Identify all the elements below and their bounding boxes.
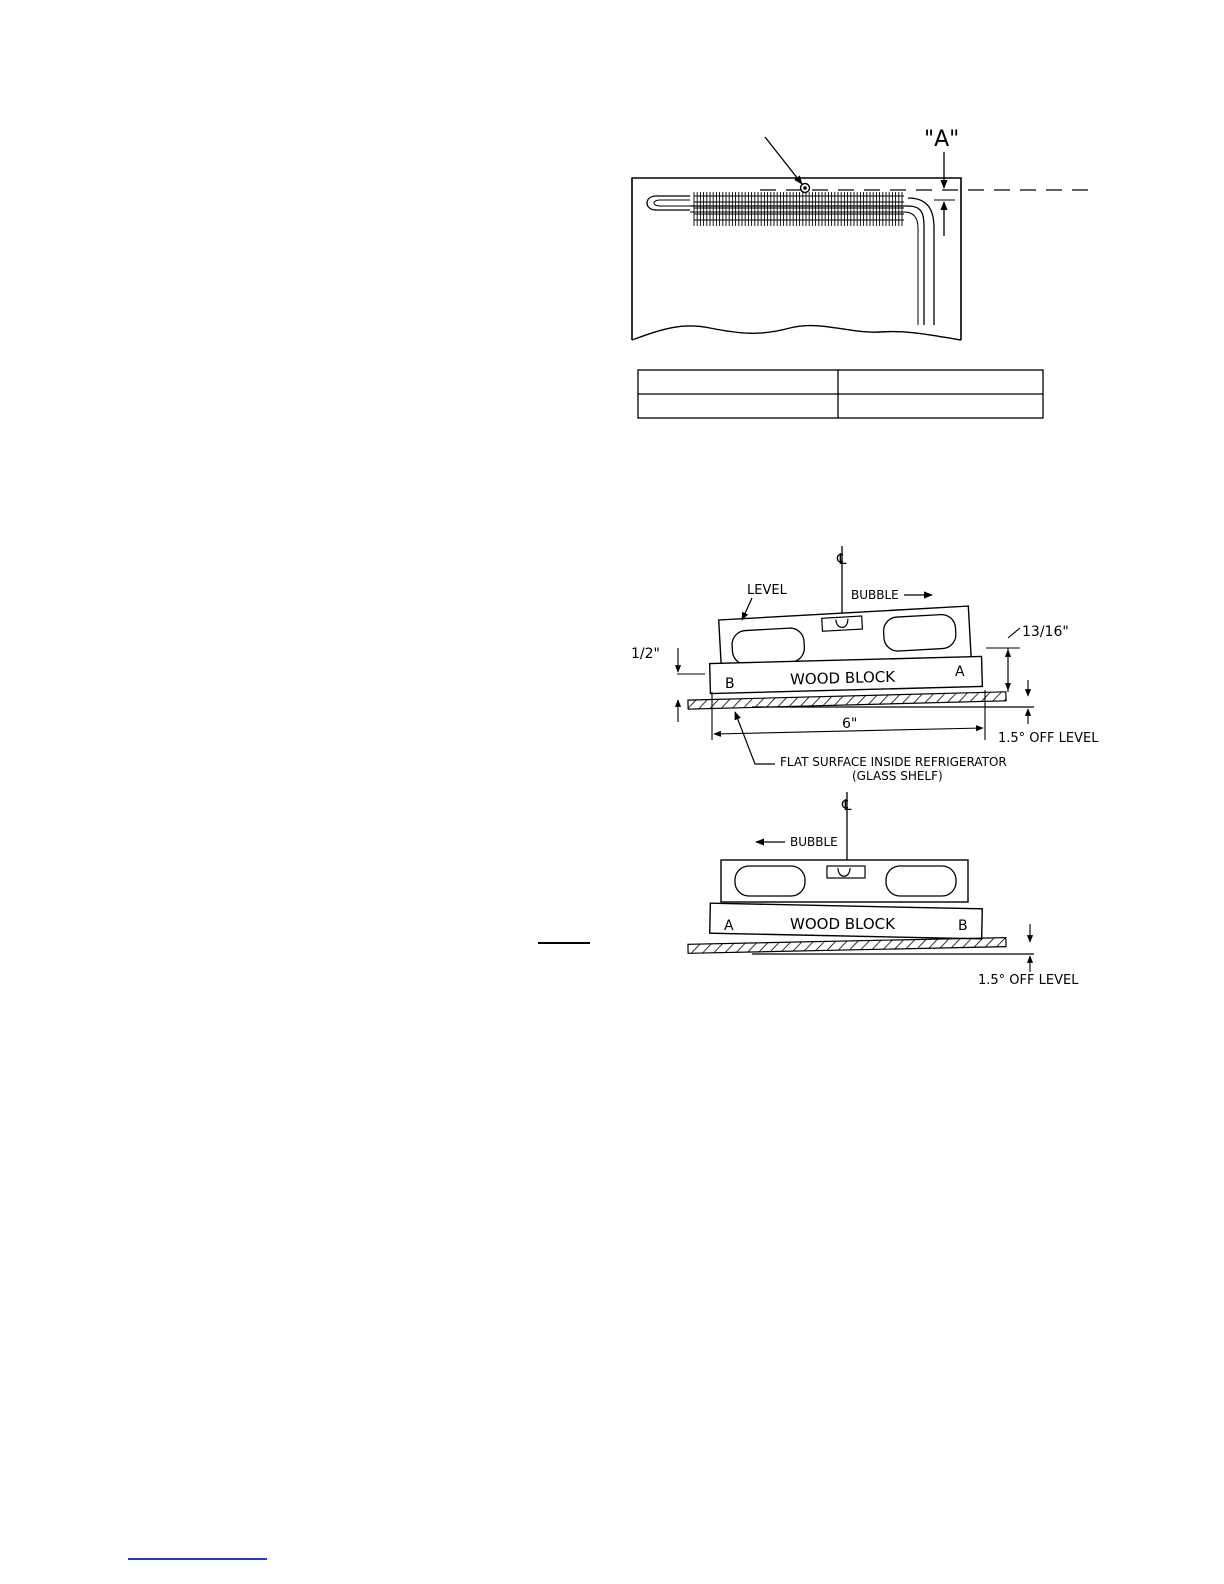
- glass-shelf-2: [688, 938, 1006, 954]
- surface-note-line2: (GLASS SHELF): [852, 769, 943, 783]
- wood-block-label-1: WOOD BLOCK: [789, 667, 896, 689]
- level-figure-1: [631, 546, 1099, 783]
- off-level-label-1: 1.5° OFF LEVEL: [998, 731, 1099, 746]
- off-level-label-2: 1.5° OFF LEVEL: [978, 973, 1079, 988]
- spec-table: [638, 370, 1043, 418]
- sensor-leader-arrow: [765, 137, 802, 184]
- level-figure-2: [688, 792, 1079, 988]
- footer-link-underline[interactable]: [128, 1558, 267, 1560]
- text-underline-rule: [538, 942, 590, 944]
- wood-block-label-2: WOOD BLOCK: [790, 915, 895, 933]
- evaporator-figure: [632, 127, 1096, 340]
- level-tool-2: [721, 860, 968, 902]
- bubble-label-1: BUBBLE: [851, 588, 899, 602]
- dimension-half-inch: 1/2": [631, 646, 660, 662]
- evaporator-fins: [694, 192, 904, 226]
- block-end-right-1: A: [955, 664, 965, 680]
- bubble-label-2: BUBBLE: [790, 835, 838, 849]
- surface-note-line1: FLAT SURFACE INSIDE REFRIGERATOR: [780, 755, 1007, 769]
- dimension-thirteen-sixteenths: 13/16": [1022, 624, 1069, 640]
- break-line: [632, 326, 961, 340]
- centerline-symbol-1: ℄: [837, 550, 847, 568]
- surface-note-leader: [735, 712, 775, 764]
- dimension-a-label: "A": [924, 127, 960, 152]
- centerline-symbol-2: ℄: [842, 796, 852, 814]
- level-label-1: LEVEL: [747, 583, 787, 598]
- block-end-left-1: B: [725, 676, 735, 692]
- dimension-six-inch: 6": [842, 716, 858, 732]
- block-end-left-2: A: [724, 918, 734, 934]
- evaporator-tube-left: [647, 196, 690, 210]
- block-end-right-2: B: [958, 918, 968, 934]
